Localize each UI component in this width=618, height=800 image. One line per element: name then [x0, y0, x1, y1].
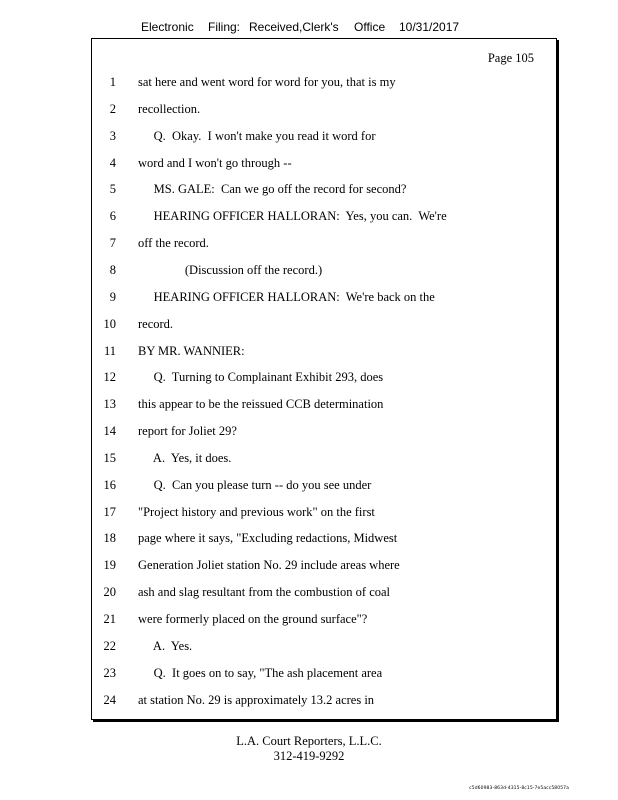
- line-number: 3: [109, 128, 116, 143]
- filing-stamp-date: 10/31/2017: [399, 20, 460, 34]
- line-number: 12: [103, 370, 116, 385]
- transcript-line: [92, 263, 556, 279]
- line-text: Q. Okay. I won't make you read it word for: [138, 128, 376, 143]
- transcript-line: [92, 478, 556, 494]
- transcript-line: [92, 75, 556, 91]
- line-number: 23: [103, 665, 116, 680]
- line-text: page where it says, "Excluding redactions, Midwest: [138, 531, 398, 546]
- transcript-line: [92, 156, 556, 172]
- line-number: 1: [109, 75, 116, 89]
- line-number: 9: [109, 289, 116, 304]
- transcript-line: [92, 290, 556, 306]
- line-number: 13: [103, 397, 116, 412]
- line-number: 8: [109, 262, 116, 277]
- line-text: ash and slag resultant from the combustion of coal: [138, 585, 391, 600]
- line-text: were formerly placed on the ground surface"?: [138, 612, 368, 626]
- line-number: 20: [103, 585, 116, 600]
- transcript-line: [92, 129, 556, 145]
- transcript-line: [92, 451, 556, 467]
- filing-stamp-electronic: Electronic: [141, 20, 194, 34]
- line-text: BY MR. WANNIER:: [138, 343, 245, 358]
- line-text: Q. Can you please turn -- do you see under: [138, 477, 372, 492]
- transcript-line: [92, 370, 556, 386]
- transcript-line: [92, 317, 556, 333]
- line-text: off the record.: [138, 236, 209, 251]
- line-number: 19: [103, 558, 116, 573]
- transcript-line: [92, 639, 556, 655]
- transcript-line: [92, 424, 556, 440]
- transcript-line: [92, 102, 556, 118]
- transcript-line: [92, 531, 556, 547]
- line-text: record.: [138, 316, 174, 331]
- line-number: 24: [103, 692, 116, 707]
- line-text: (Discussion off the record.): [138, 262, 323, 277]
- line-text: word and I won't go through --: [138, 155, 292, 170]
- line-number: 7: [109, 236, 116, 251]
- footer-company: L.A. Court Reporters, L.L.C.: [236, 734, 382, 748]
- line-number: 14: [103, 424, 116, 439]
- page-number: Page 105: [487, 51, 534, 65]
- transcript-line: [92, 397, 556, 413]
- line-number: 18: [103, 531, 116, 546]
- filing-stamp-office: Office: [354, 20, 386, 34]
- transcript-line: [92, 585, 556, 601]
- footer-phone: 312-419-9292: [273, 749, 345, 763]
- transcript-line: [92, 505, 556, 521]
- line-number: 2: [109, 101, 116, 116]
- line-text: Q. It goes on to say, "The ash placement area: [138, 665, 383, 680]
- transcript-line: [92, 612, 556, 628]
- line-text: Generation Joliet station No. 29 include areas where: [138, 558, 400, 573]
- line-text: recollection.: [138, 101, 201, 116]
- line-text: at station No. 29 is approximately 13.2 acres in: [138, 692, 375, 707]
- transcript-line: [92, 182, 556, 198]
- line-text: A. Yes.: [138, 638, 193, 653]
- filing-stamp-received: Received,Clerk's: [249, 20, 339, 34]
- line-text: Q. Turning to Complainant Exhibit 293, does: [138, 370, 384, 385]
- transcript-line: [92, 344, 556, 360]
- line-number: 16: [103, 477, 116, 492]
- line-number: 6: [109, 209, 116, 224]
- document-id: c5d60983-863d-4315-8c15-7e5acc58057a: [469, 786, 569, 791]
- line-number: 21: [103, 612, 116, 626]
- transcript-line: [92, 558, 556, 574]
- transcript-line: [92, 236, 556, 252]
- transcript-line: [92, 693, 556, 709]
- filing-stamp-filing: Filing:: [208, 20, 241, 34]
- line-number: 11: [103, 343, 116, 358]
- filing-stamp-header: [0, 20, 618, 36]
- line-number: 15: [103, 450, 116, 465]
- line-number: 17: [103, 504, 116, 519]
- transcript-page: [91, 38, 557, 720]
- line-number: 4: [109, 155, 116, 170]
- line-number: 5: [109, 182, 116, 197]
- line-number: 22: [103, 638, 116, 653]
- line-text: HEARING OFFICER HALLORAN: We're back on the: [138, 289, 435, 304]
- line-number: 10: [103, 316, 116, 331]
- line-text: this appear to be the reissued CCB determination: [138, 397, 384, 412]
- line-text: MS. GALE: Can we go off the record for second?: [138, 182, 407, 197]
- line-text: HEARING OFFICER HALLORAN: Yes, you can. We're: [138, 209, 447, 224]
- transcript-line: [92, 666, 556, 682]
- line-text: sat here and went word for word for you, that is my: [138, 75, 396, 89]
- line-text: "Project history and previous work" on the first: [138, 504, 375, 519]
- line-text: A. Yes, it does.: [138, 450, 232, 465]
- transcript-line: [92, 209, 556, 225]
- line-text: report for Joliet 29?: [138, 424, 237, 439]
